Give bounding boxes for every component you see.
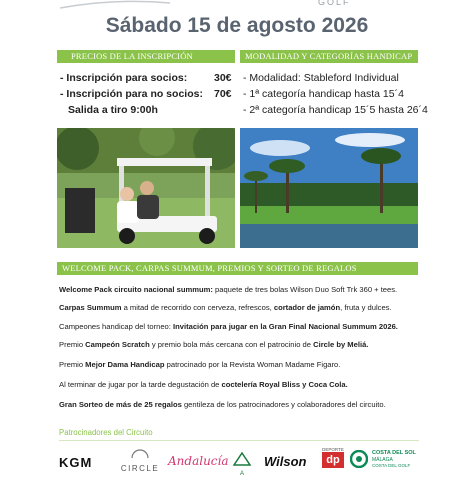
prices-heading: PRECIOS DE LA INSCRIPCIÓN (57, 50, 235, 63)
welcome-pack-heading: WELCOME PACK, CARPAS SUMMUM, PREMIOS Y SORTEO DE REGALOS (57, 262, 418, 275)
wilson-logo: Wilson (264, 454, 307, 469)
triangle-a-icon (233, 452, 251, 466)
modality-heading: MODALIDAD Y CATEGORÍAS HANDICAP (240, 50, 418, 63)
costa-sun-icon (350, 450, 368, 468)
junta-logo: A (233, 452, 251, 477)
paragraph-lady: Premio Mejor Dama Handicap patrocinado por la Revista Woman Madame Figaro. (59, 360, 341, 369)
tee-time: Salida a tiro 9:00h (68, 104, 158, 116)
modality-item: - Modalidad: Stableford Individual (243, 72, 399, 84)
deporte-logo: DEPORTE dp (322, 447, 344, 466)
golf-wordmark: GOLF (318, 0, 351, 7)
modality-item: - 1ª categoría handicap hasta 15´4 (243, 88, 404, 100)
header-swoosh-graphic (60, 0, 170, 10)
sponsors-title: Patrocinadores del Circuito (59, 428, 153, 437)
kgm-logo: KGM (59, 455, 93, 470)
golf-cart-photo (57, 128, 235, 248)
price-label-non-members: - Inscripción para no socios: (60, 88, 203, 100)
price-label-members: - Inscripción para socios: (60, 72, 188, 84)
golf-course-photo (240, 128, 418, 248)
circle-arc-icon (120, 447, 160, 459)
price-value-members: 30€ (214, 72, 232, 84)
andalucia-logo: Andalucía (168, 454, 229, 468)
paragraph-scratch: Premio Campeón Scratch y premio bola más cercana con el patrocinio de Circle by Meliá. (59, 340, 369, 349)
paragraph-champions: Campeones handicap del torneo: Invitación para jugar en la Gran Final Nacional Summum 2026. (59, 322, 398, 331)
circle-logo: CIRCLE (120, 446, 160, 473)
paragraph-raffle: Gran Sorteo de más de 25 regalos gentileza de los patrocinadores y colaboradores del circuito. (59, 400, 386, 409)
sponsors-divider (59, 440, 419, 441)
paragraph-cocktail: Al terminar de jugar por la tarde degustación de coctelería Royal Bliss y Coca Cola. (59, 380, 348, 389)
page-title: Sábado 15 de agosto 2026 (105, 14, 369, 37)
paragraph-welcome-pack: Welcome Pack circuito nacional summum: paquete de tres bolas Wilson Duo Soft Trk 360 + tees. (59, 285, 398, 294)
price-value-non-members: 70€ (214, 88, 232, 100)
paragraph-carpas: Carpas Summum a mitad de recorrido con cerveza, refrescos, cortador de jamón, fruta y dulces. (59, 303, 392, 312)
modality-item: - 2ª categoría handicap 15´5 hasta 26´4 (243, 104, 428, 116)
